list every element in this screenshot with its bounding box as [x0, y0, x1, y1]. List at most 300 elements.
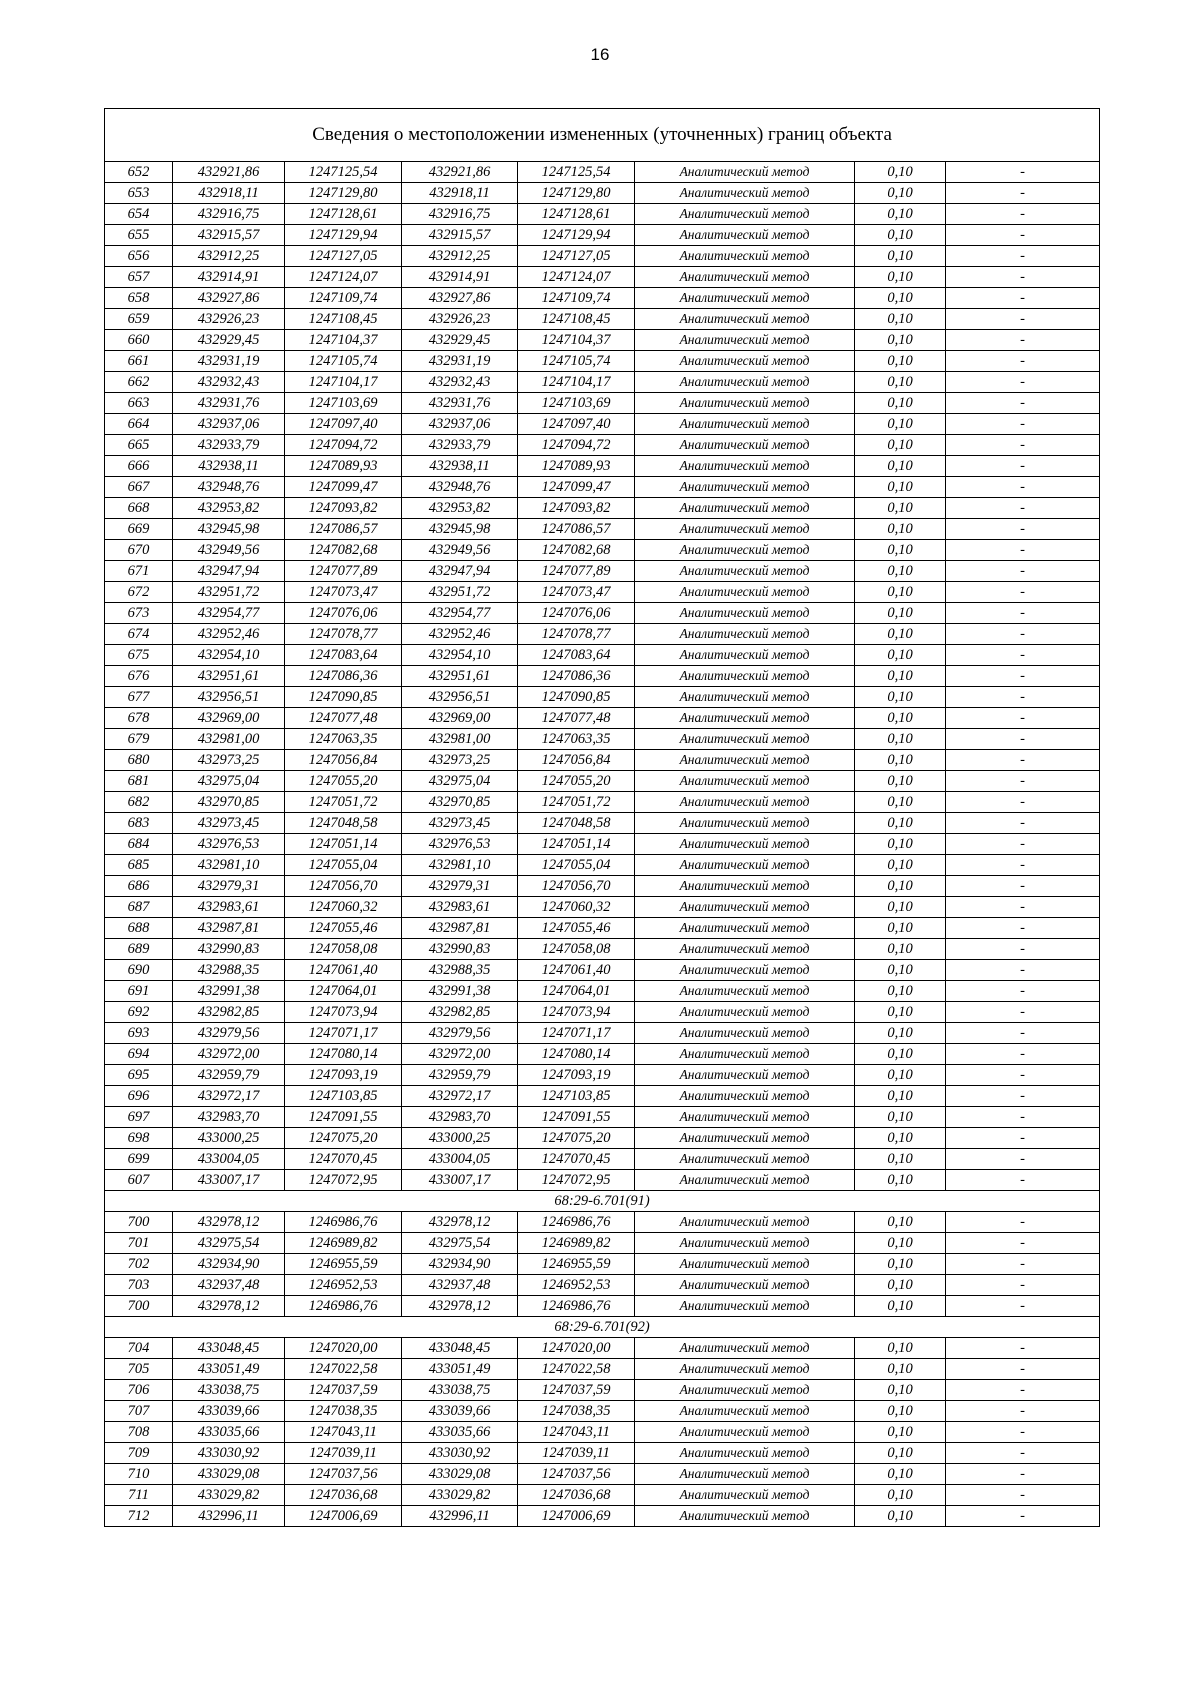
point-number-cell: 699: [105, 1149, 173, 1170]
x-new-cell: 432972,00: [402, 1044, 518, 1065]
y-existing-cell: 1247055,20: [285, 771, 402, 792]
x-existing-cell: 432976,53: [173, 834, 285, 855]
point-number-cell: 700: [105, 1296, 173, 1317]
y-existing-cell: 1247082,68: [285, 540, 402, 561]
table-row: [105, 855, 1100, 876]
table-row: [105, 477, 1100, 498]
accuracy-cell: 0,10: [855, 1380, 946, 1401]
x-new-cell: 432976,53: [402, 834, 518, 855]
table-row: [105, 624, 1100, 645]
y-new-cell: 1247056,84: [518, 750, 635, 771]
x-new-cell: 433000,25: [402, 1128, 518, 1149]
table-row: [105, 183, 1100, 204]
y-existing-cell: 1247036,68: [285, 1485, 402, 1506]
dash-cell: -: [946, 1044, 1100, 1065]
table-row: [105, 1359, 1100, 1380]
x-new-cell: 432988,35: [402, 960, 518, 981]
y-new-cell: 1246955,59: [518, 1254, 635, 1275]
y-new-cell: 1247061,40: [518, 960, 635, 981]
accuracy-cell: 0,10: [855, 1044, 946, 1065]
method-cell: Аналитический метод: [635, 330, 855, 351]
table-row: [105, 981, 1100, 1002]
x-existing-cell: 432983,70: [173, 1107, 285, 1128]
method-cell: Аналитический метод: [635, 1275, 855, 1296]
y-existing-cell: 1247037,56: [285, 1464, 402, 1485]
x-existing-cell: 432921,86: [173, 162, 285, 183]
method-cell: Аналитический метод: [635, 1107, 855, 1128]
table-row: [105, 1380, 1100, 1401]
x-existing-cell: 432982,85: [173, 1002, 285, 1023]
y-existing-cell: 1247109,74: [285, 288, 402, 309]
accuracy-cell: 0,10: [855, 372, 946, 393]
accuracy-cell: 0,10: [855, 687, 946, 708]
point-number-cell: 704: [105, 1338, 173, 1359]
point-number-cell: 685: [105, 855, 173, 876]
point-number-cell: 692: [105, 1002, 173, 1023]
y-new-cell: 1247089,93: [518, 456, 635, 477]
y-new-cell: 1247037,56: [518, 1464, 635, 1485]
dash-cell: -: [946, 792, 1100, 813]
table-row: [105, 666, 1100, 687]
x-new-cell: 432932,43: [402, 372, 518, 393]
y-existing-cell: 1247093,19: [285, 1065, 402, 1086]
method-cell: Аналитический метод: [635, 897, 855, 918]
y-existing-cell: 1247075,20: [285, 1128, 402, 1149]
table-row: [105, 1128, 1100, 1149]
x-existing-cell: 432916,75: [173, 204, 285, 225]
y-existing-cell: 1247020,00: [285, 1338, 402, 1359]
x-existing-cell: 432947,94: [173, 561, 285, 582]
point-number-cell: 684: [105, 834, 173, 855]
method-cell: Аналитический метод: [635, 750, 855, 771]
accuracy-cell: 0,10: [855, 456, 946, 477]
table-row: [105, 1170, 1100, 1191]
y-new-cell: 1247093,19: [518, 1065, 635, 1086]
y-existing-cell: 1247103,85: [285, 1086, 402, 1107]
table-row: [105, 330, 1100, 351]
accuracy-cell: 0,10: [855, 939, 946, 960]
x-new-cell: 432931,19: [402, 351, 518, 372]
point-number-cell: 686: [105, 876, 173, 897]
y-new-cell: 1247051,72: [518, 792, 635, 813]
method-cell: Аналитический метод: [635, 288, 855, 309]
dash-cell: -: [946, 1380, 1100, 1401]
dash-cell: -: [946, 624, 1100, 645]
point-number-cell: 653: [105, 183, 173, 204]
x-existing-cell: 432991,38: [173, 981, 285, 1002]
x-new-cell: 432973,45: [402, 813, 518, 834]
table-row: [105, 1338, 1100, 1359]
y-new-cell: 1247077,89: [518, 561, 635, 582]
table-row: [105, 1212, 1100, 1233]
point-number-cell: 673: [105, 603, 173, 624]
method-cell: Аналитический метод: [635, 834, 855, 855]
method-cell: Аналитический метод: [635, 960, 855, 981]
x-existing-cell: 433030,92: [173, 1443, 285, 1464]
y-existing-cell: 1247080,14: [285, 1044, 402, 1065]
accuracy-cell: 0,10: [855, 162, 946, 183]
table-row: [105, 1233, 1100, 1254]
y-new-cell: 1247073,47: [518, 582, 635, 603]
x-new-cell: 432981,10: [402, 855, 518, 876]
method-cell: Аналитический метод: [635, 435, 855, 456]
x-existing-cell: 432978,12: [173, 1212, 285, 1233]
y-new-cell: 1247055,46: [518, 918, 635, 939]
y-existing-cell: 1247073,94: [285, 1002, 402, 1023]
y-new-cell: 1247083,64: [518, 645, 635, 666]
method-cell: Аналитический метод: [635, 162, 855, 183]
point-number-cell: 682: [105, 792, 173, 813]
point-number-cell: 707: [105, 1401, 173, 1422]
y-existing-cell: 1246989,82: [285, 1233, 402, 1254]
point-number-cell: 652: [105, 162, 173, 183]
dash-cell: -: [946, 351, 1100, 372]
y-existing-cell: 1247048,58: [285, 813, 402, 834]
point-number-cell: 693: [105, 1023, 173, 1044]
table-title: Сведения о местоположении измененных (уточненных) границ объекта: [105, 109, 1100, 162]
y-existing-cell: 1247077,48: [285, 708, 402, 729]
x-existing-cell: 432975,04: [173, 771, 285, 792]
accuracy-cell: 0,10: [855, 1422, 946, 1443]
y-new-cell: 1246986,76: [518, 1296, 635, 1317]
y-new-cell: 1247080,14: [518, 1044, 635, 1065]
dash-cell: -: [946, 813, 1100, 834]
dash-cell: -: [946, 666, 1100, 687]
x-existing-cell: 432927,86: [173, 288, 285, 309]
x-existing-cell: 432996,11: [173, 1506, 285, 1527]
y-existing-cell: 1247037,59: [285, 1380, 402, 1401]
dash-cell: -: [946, 540, 1100, 561]
dash-cell: -: [946, 477, 1100, 498]
dash-cell: -: [946, 1023, 1100, 1044]
method-cell: Аналитический метод: [635, 1086, 855, 1107]
point-number-cell: 708: [105, 1422, 173, 1443]
method-cell: Аналитический метод: [635, 456, 855, 477]
accuracy-cell: 0,10: [855, 960, 946, 981]
x-new-cell: 432970,85: [402, 792, 518, 813]
x-new-cell: 433051,49: [402, 1359, 518, 1380]
accuracy-cell: 0,10: [855, 645, 946, 666]
point-number-cell: 671: [105, 561, 173, 582]
dash-cell: -: [946, 1275, 1100, 1296]
x-new-cell: 432983,61: [402, 897, 518, 918]
boundary-coordinates-table: [104, 108, 1100, 1527]
accuracy-cell: 0,10: [855, 267, 946, 288]
table-row: [105, 582, 1100, 603]
x-existing-cell: 432934,90: [173, 1254, 285, 1275]
table-row: [105, 372, 1100, 393]
dash-cell: -: [946, 1128, 1100, 1149]
accuracy-cell: 0,10: [855, 288, 946, 309]
x-existing-cell: 433051,49: [173, 1359, 285, 1380]
method-cell: Аналитический метод: [635, 582, 855, 603]
y-new-cell: 1247048,58: [518, 813, 635, 834]
dash-cell: -: [946, 897, 1100, 918]
method-cell: Аналитический метод: [635, 183, 855, 204]
table-row: [105, 1485, 1100, 1506]
method-cell: Аналитический метод: [635, 771, 855, 792]
x-existing-cell: 432952,46: [173, 624, 285, 645]
accuracy-cell: 0,10: [855, 1128, 946, 1149]
table-row: [105, 1275, 1100, 1296]
x-new-cell: 433039,66: [402, 1401, 518, 1422]
dash-cell: -: [946, 435, 1100, 456]
x-new-cell: 432954,10: [402, 645, 518, 666]
dash-cell: -: [946, 582, 1100, 603]
x-new-cell: 432979,56: [402, 1023, 518, 1044]
y-new-cell: 1247086,57: [518, 519, 635, 540]
y-new-cell: 1247093,82: [518, 498, 635, 519]
table-row: [105, 1044, 1100, 1065]
method-cell: Аналитический метод: [635, 225, 855, 246]
y-new-cell: 1247064,01: [518, 981, 635, 1002]
dash-cell: -: [946, 771, 1100, 792]
x-new-cell: 433029,08: [402, 1464, 518, 1485]
x-existing-cell: 433039,66: [173, 1401, 285, 1422]
y-existing-cell: 1247091,55: [285, 1107, 402, 1128]
x-existing-cell: 433029,82: [173, 1485, 285, 1506]
y-new-cell: 1247128,61: [518, 204, 635, 225]
method-cell: Аналитический метод: [635, 1380, 855, 1401]
x-existing-cell: 432931,19: [173, 351, 285, 372]
point-number-cell: 667: [105, 477, 173, 498]
dash-cell: -: [946, 393, 1100, 414]
y-new-cell: 1247037,59: [518, 1380, 635, 1401]
dash-cell: -: [946, 834, 1100, 855]
y-existing-cell: 1247071,17: [285, 1023, 402, 1044]
dash-cell: -: [946, 855, 1100, 876]
dash-cell: -: [946, 162, 1100, 183]
dash-cell: -: [946, 1233, 1100, 1254]
y-new-cell: 1247036,68: [518, 1485, 635, 1506]
x-new-cell: 432990,83: [402, 939, 518, 960]
y-existing-cell: 1247022,58: [285, 1359, 402, 1380]
x-existing-cell: 433038,75: [173, 1380, 285, 1401]
x-existing-cell: 432953,82: [173, 498, 285, 519]
y-new-cell: 1247125,54: [518, 162, 635, 183]
table-row: [105, 498, 1100, 519]
x-existing-cell: 432912,25: [173, 246, 285, 267]
accuracy-cell: 0,10: [855, 771, 946, 792]
x-existing-cell: 432973,25: [173, 750, 285, 771]
y-existing-cell: 1247055,04: [285, 855, 402, 876]
x-new-cell: 432945,98: [402, 519, 518, 540]
accuracy-cell: 0,10: [855, 897, 946, 918]
x-new-cell: 433038,75: [402, 1380, 518, 1401]
y-new-cell: 1247071,17: [518, 1023, 635, 1044]
dash-cell: -: [946, 330, 1100, 351]
method-cell: Аналитический метод: [635, 939, 855, 960]
x-new-cell: 432996,11: [402, 1506, 518, 1527]
point-number-cell: 689: [105, 939, 173, 960]
accuracy-cell: 0,10: [855, 477, 946, 498]
point-number-cell: 654: [105, 204, 173, 225]
x-new-cell: 432918,11: [402, 183, 518, 204]
x-existing-cell: 432951,61: [173, 666, 285, 687]
y-new-cell: 1247058,08: [518, 939, 635, 960]
y-existing-cell: 1246952,53: [285, 1275, 402, 1296]
dash-cell: -: [946, 1359, 1100, 1380]
y-existing-cell: 1247103,69: [285, 393, 402, 414]
table-row: [105, 918, 1100, 939]
method-cell: Аналитический метод: [635, 477, 855, 498]
method-cell: Аналитический метод: [635, 876, 855, 897]
x-existing-cell: 432978,12: [173, 1296, 285, 1317]
y-existing-cell: 1247108,45: [285, 309, 402, 330]
accuracy-cell: 0,10: [855, 1401, 946, 1422]
y-existing-cell: 1247006,69: [285, 1506, 402, 1527]
point-number-cell: 706: [105, 1380, 173, 1401]
y-new-cell: 1247090,85: [518, 687, 635, 708]
y-new-cell: 1247103,69: [518, 393, 635, 414]
y-new-cell: 1247108,45: [518, 309, 635, 330]
section-row: [105, 1317, 1100, 1338]
x-existing-cell: 432988,35: [173, 960, 285, 981]
y-new-cell: 1246986,76: [518, 1212, 635, 1233]
y-new-cell: 1247091,55: [518, 1107, 635, 1128]
x-existing-cell: 432981,10: [173, 855, 285, 876]
method-cell: Аналитический метод: [635, 708, 855, 729]
x-new-cell: 432926,23: [402, 309, 518, 330]
dash-cell: -: [946, 603, 1100, 624]
x-existing-cell: 432970,85: [173, 792, 285, 813]
y-new-cell: 1247055,04: [518, 855, 635, 876]
y-new-cell: 1246989,82: [518, 1233, 635, 1254]
x-new-cell: 432949,56: [402, 540, 518, 561]
method-cell: Аналитический метод: [635, 414, 855, 435]
y-existing-cell: 1247097,40: [285, 414, 402, 435]
method-cell: Аналитический метод: [635, 981, 855, 1002]
x-existing-cell: 432954,10: [173, 645, 285, 666]
method-cell: Аналитический метод: [635, 918, 855, 939]
dash-cell: -: [946, 960, 1100, 981]
accuracy-cell: 0,10: [855, 204, 946, 225]
y-existing-cell: 1247077,89: [285, 561, 402, 582]
y-existing-cell: 1247083,64: [285, 645, 402, 666]
accuracy-cell: 0,10: [855, 918, 946, 939]
x-new-cell: 433030,92: [402, 1443, 518, 1464]
table-row: [105, 960, 1100, 981]
y-existing-cell: 1247058,08: [285, 939, 402, 960]
dash-cell: -: [946, 687, 1100, 708]
y-existing-cell: 1247104,17: [285, 372, 402, 393]
table-row: [105, 456, 1100, 477]
y-existing-cell: 1247039,11: [285, 1443, 402, 1464]
accuracy-cell: 0,10: [855, 750, 946, 771]
accuracy-cell: 0,10: [855, 666, 946, 687]
accuracy-cell: 0,10: [855, 1443, 946, 1464]
method-cell: Аналитический метод: [635, 267, 855, 288]
y-new-cell: 1247086,36: [518, 666, 635, 687]
accuracy-cell: 0,10: [855, 813, 946, 834]
method-cell: Аналитический метод: [635, 351, 855, 372]
accuracy-cell: 0,10: [855, 1275, 946, 1296]
x-new-cell: 432954,77: [402, 603, 518, 624]
accuracy-cell: 0,10: [855, 393, 946, 414]
dash-cell: -: [946, 183, 1100, 204]
y-existing-cell: 1247129,80: [285, 183, 402, 204]
point-number-cell: 701: [105, 1233, 173, 1254]
x-existing-cell: 432972,00: [173, 1044, 285, 1065]
dash-cell: -: [946, 708, 1100, 729]
table-row: [105, 729, 1100, 750]
y-new-cell: 1247099,47: [518, 477, 635, 498]
point-number-cell: 678: [105, 708, 173, 729]
table-row: [105, 1254, 1100, 1275]
table-row: [105, 687, 1100, 708]
table-row: [105, 1023, 1100, 1044]
y-existing-cell: 1247073,47: [285, 582, 402, 603]
accuracy-cell: 0,10: [855, 519, 946, 540]
x-new-cell: 432972,17: [402, 1086, 518, 1107]
y-new-cell: 1247055,20: [518, 771, 635, 792]
table-row: [105, 393, 1100, 414]
accuracy-cell: 0,10: [855, 1296, 946, 1317]
method-cell: Аналитический метод: [635, 687, 855, 708]
method-cell: Аналитический метод: [635, 1485, 855, 1506]
x-new-cell: 432916,75: [402, 204, 518, 225]
x-new-cell: 432929,45: [402, 330, 518, 351]
dash-cell: -: [946, 1422, 1100, 1443]
point-number-cell: 700: [105, 1212, 173, 1233]
x-existing-cell: 432981,00: [173, 729, 285, 750]
dash-cell: -: [946, 225, 1100, 246]
dash-cell: -: [946, 1338, 1100, 1359]
method-cell: Аналитический метод: [635, 792, 855, 813]
section-row: [105, 1191, 1100, 1212]
dash-cell: -: [946, 414, 1100, 435]
y-new-cell: 1247070,45: [518, 1149, 635, 1170]
y-new-cell: 1247006,69: [518, 1506, 635, 1527]
method-cell: Аналитический метод: [635, 519, 855, 540]
table-row: [105, 750, 1100, 771]
x-new-cell: 432951,61: [402, 666, 518, 687]
dash-cell: -: [946, 1401, 1100, 1422]
point-number-cell: 655: [105, 225, 173, 246]
point-number-cell: 687: [105, 897, 173, 918]
dash-cell: -: [946, 519, 1100, 540]
x-new-cell: 432973,25: [402, 750, 518, 771]
x-new-cell: 432979,31: [402, 876, 518, 897]
y-new-cell: 1247077,48: [518, 708, 635, 729]
y-existing-cell: 1247094,72: [285, 435, 402, 456]
table-row: [105, 351, 1100, 372]
y-new-cell: 1247043,11: [518, 1422, 635, 1443]
table-row: [105, 1107, 1100, 1128]
method-cell: Аналитический метод: [635, 246, 855, 267]
table-row: [105, 771, 1100, 792]
accuracy-cell: 0,10: [855, 1107, 946, 1128]
x-existing-cell: 432979,56: [173, 1023, 285, 1044]
dash-cell: -: [946, 456, 1100, 477]
method-cell: Аналитический метод: [635, 561, 855, 582]
point-number-cell: 696: [105, 1086, 173, 1107]
y-existing-cell: 1247038,35: [285, 1401, 402, 1422]
dash-cell: -: [946, 876, 1100, 897]
dash-cell: -: [946, 372, 1100, 393]
x-existing-cell: 432973,45: [173, 813, 285, 834]
dash-cell: -: [946, 750, 1100, 771]
method-cell: Аналитический метод: [635, 1254, 855, 1275]
dash-cell: -: [946, 1086, 1100, 1107]
point-number-cell: 712: [105, 1506, 173, 1527]
accuracy-cell: 0,10: [855, 309, 946, 330]
x-existing-cell: 432959,79: [173, 1065, 285, 1086]
x-new-cell: 432983,70: [402, 1107, 518, 1128]
accuracy-cell: 0,10: [855, 834, 946, 855]
y-new-cell: 1247075,20: [518, 1128, 635, 1149]
point-number-cell: 677: [105, 687, 173, 708]
